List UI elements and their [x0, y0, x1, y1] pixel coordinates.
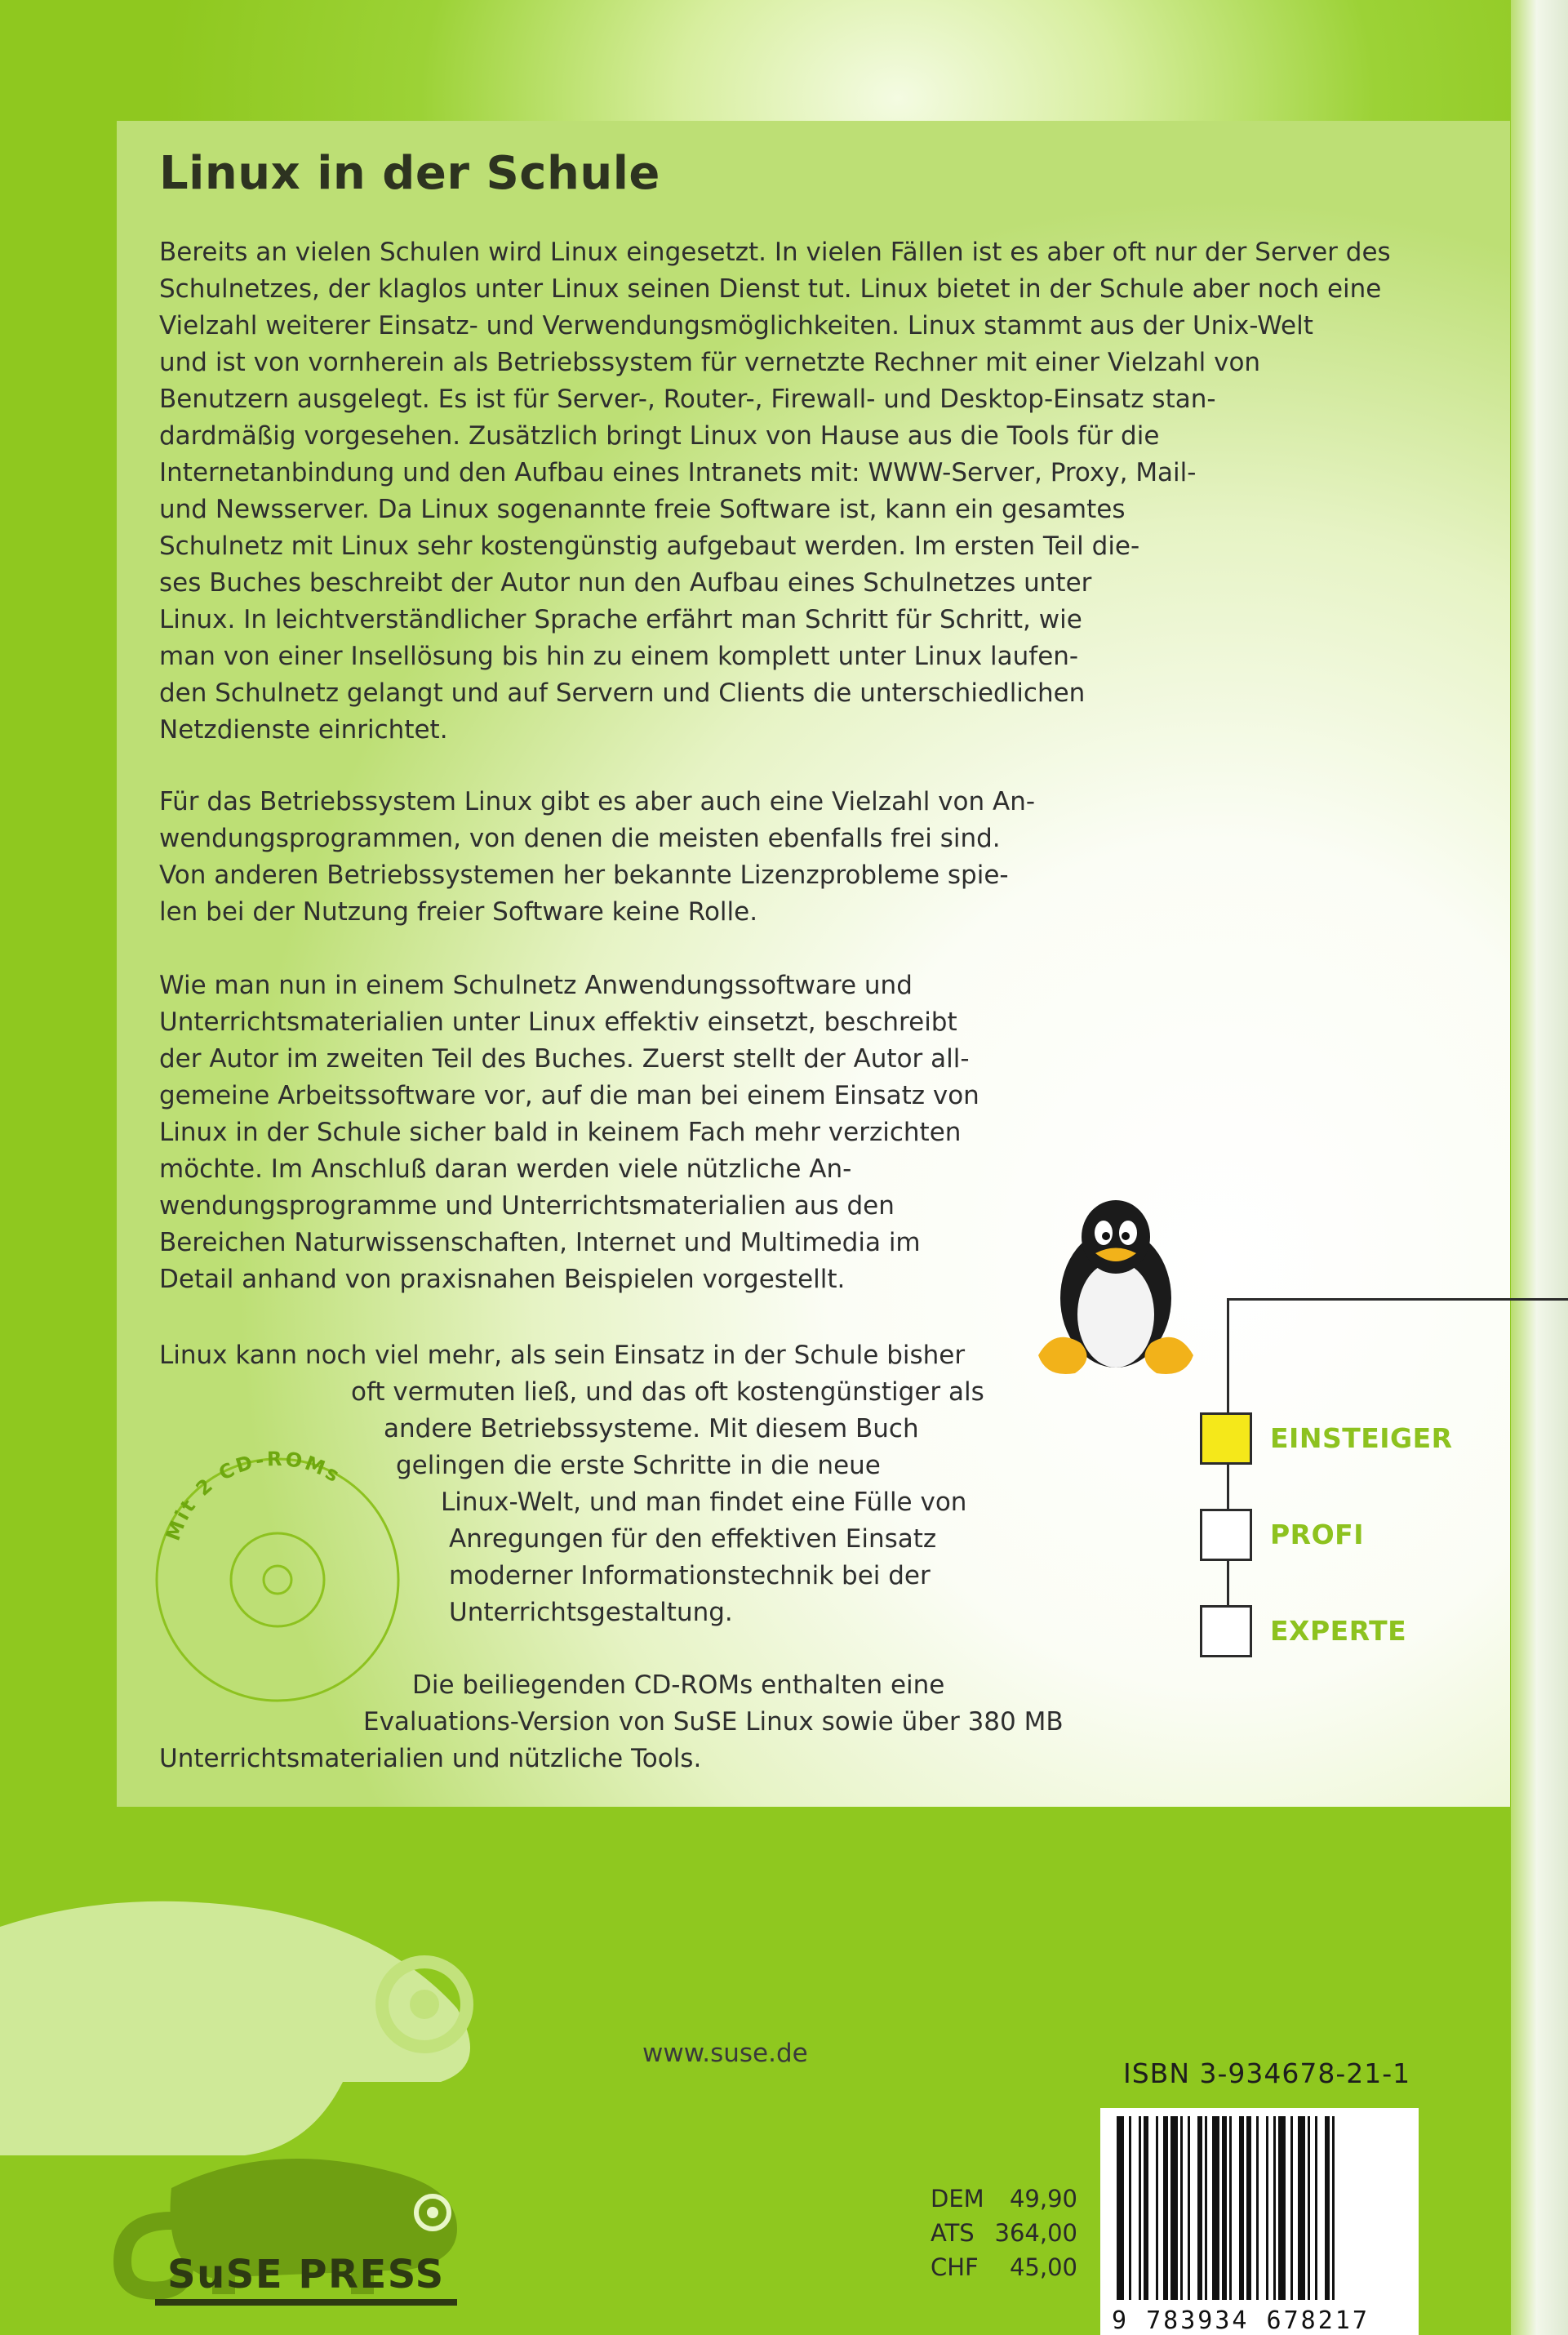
level-experte [1200, 1605, 1568, 1662]
text-line: Netzdienste einrichtet. [159, 715, 448, 745]
text-line: und ist von vornherein als Betriebssystem für vernetzte Rechner mit einer Vielzahl von [159, 348, 1261, 377]
barcode-bar [1273, 2116, 1276, 2300]
text-line: Linux-Welt, und man findet eine Fülle von [441, 1488, 967, 1517]
text-line: len bei der Nutzung freier Software keine Rolle. [159, 897, 758, 927]
barcode-bar [1290, 2116, 1293, 2300]
text-line: dardmäßig vorgesehen. Zusätzlich bringt Linux von Hause aus die Tools für die [159, 421, 1160, 451]
barcode-digits: 9 783934 678217 [1112, 2306, 1370, 2335]
cd-icon [143, 1445, 412, 1715]
text-line: Benutzern ausgelegt. Es ist für Server-, Router-, Firewall- und Desktop-Einsatz stan- [159, 385, 1216, 414]
text-line: Bereits an vielen Schulen wird Linux eingesetzt. In vielen Fällen ist es aber oft nur der Server des [159, 238, 1391, 267]
text-line: Anregungen für den effektiven Einsatz [449, 1524, 937, 1554]
price-currency: CHF [931, 2253, 979, 2281]
cd-rom-illustration [143, 1445, 412, 1715]
barcode-bar [1129, 2116, 1131, 2300]
price-amount: 364,00 [994, 2219, 1077, 2247]
isbn-number: ISBN 3-934678-21-1 [1123, 2057, 1411, 2089]
barcode-bar [1163, 2116, 1168, 2300]
paragraph-applications [159, 784, 1041, 931]
barcode-bar [1298, 2116, 1305, 2300]
barcode-bar [1212, 2116, 1219, 2300]
text-line: Für das Betriebssystem Linux gibt es aber auch eine Vielzahl von An- [159, 787, 1036, 816]
text-line: Internetanbindung und den Aufbau eines Intranets mit: WWW-Server, Proxy, Mail- [159, 458, 1197, 487]
barcode-bar [1239, 2116, 1244, 2300]
barcode-bar [1139, 2116, 1141, 2300]
barcode-bar [1325, 2116, 1330, 2300]
level-label: PROFI [1270, 1519, 1364, 1550]
price-row [931, 2250, 1077, 2284]
barcode-bar [1144, 2116, 1148, 2300]
text-line: Wie man nun in einem Schulnetz Anwendungssoftware und [159, 971, 913, 1000]
level-einsteiger [1200, 1412, 1568, 1470]
barcode [1100, 2108, 1419, 2335]
text-line: Bereichen Naturwissenschaften, Internet und Multimedia im [159, 1228, 921, 1257]
price-amount: 45,00 [1009, 2253, 1077, 2281]
barcode-bar [1117, 2116, 1124, 2300]
level-label: EINSTEIGER [1270, 1422, 1453, 1454]
price-currency: ATS [931, 2219, 975, 2247]
tux-penguin-icon [1030, 1192, 1202, 1380]
text-line: Evaluations-Version von SuSE Linux sowie über 380 MB [363, 1707, 1064, 1737]
text-line: und Newsserver. Da Linux sogenannte freie Software ist, kann ein gesamtes [159, 495, 1126, 524]
website-url: www.suse.de [642, 2039, 808, 2068]
barcode-bar [1170, 2116, 1178, 2300]
text-line: gelingen die erste Schritte in die neue [396, 1451, 881, 1480]
level-profi [1200, 1509, 1568, 1566]
level-checkbox [1200, 1509, 1252, 1561]
text-line: möchte. Im Anschluß daran werden viele nützliche An- [159, 1154, 852, 1184]
text-line: man von einer Insellösung bis hin zu einem komplett unter Linux laufen- [159, 642, 1079, 671]
text-line: Linux. In leichtverständlicher Sprache erfährt man Schritt für Schritt, wie [159, 605, 1082, 634]
text-line: Unterrichtsmaterialien und nützliche Tools. [159, 1744, 702, 1773]
text-line: Schulnetz mit Linux sehr kostengünstig aufgebaut werden. Im ersten Teil die- [159, 531, 1140, 561]
text-line: den Schulnetz gelangt und auf Servern und Clients die unterschiedlichen [159, 678, 1086, 708]
barcode-bar [1197, 2116, 1202, 2300]
text-line: wendungsprogrammen, von denen die meisten ebenfalls frei sind. [159, 824, 1001, 853]
text-line: Linux in der Schule sicher bald in keinem Fach mehr verzichten [159, 1118, 962, 1147]
text-line: Linux kann noch viel mehr, als sein Einsatz in der Schule bisher [159, 1341, 966, 1370]
text-line: der Autor im zweiten Teil des Buches. Zuerst stellt der Autor all- [159, 1044, 970, 1074]
level-connector-line [1228, 1298, 1568, 1301]
price-list [931, 2182, 1077, 2284]
paragraph-intro [159, 234, 1408, 749]
barcode-bar [1332, 2116, 1335, 2300]
text-line: Von anderen Betriebssystemen her bekannte Lizenzprobleme spie- [159, 861, 1009, 890]
text-line: andere Betriebssysteme. Mit diesem Buch [384, 1414, 919, 1443]
level-checkbox [1200, 1605, 1252, 1657]
price-row [931, 2182, 1077, 2216]
text-line: ses Buches beschreibt der Autor nun den Aufbau eines Schulnetzes unter [159, 568, 1092, 598]
price-currency: DEM [931, 2185, 984, 2213]
barcode-bar [1315, 2116, 1317, 2300]
text-line: Vielzahl weiterer Einsatz- und Verwendungsmöglichkeiten. Linux stammt aus der Unix-Welt [159, 311, 1313, 340]
barcode-bar [1188, 2116, 1190, 2300]
barcode-bar [1229, 2116, 1232, 2300]
barcode-bar [1256, 2116, 1259, 2300]
price-amount: 49,90 [1009, 2185, 1077, 2213]
text-line: wendungsprogramme und Unterrichtsmaterialien aus den [159, 1191, 895, 1221]
text-line: oft vermuten ließ, und das oft kostengünstiger als [351, 1377, 984, 1407]
text-line: Schulnetzes, der klaglos unter Linux seinen Dienst tut. Linux bietet in der Schule aber noch eine [159, 274, 1382, 304]
level-connector-vertical [1227, 1298, 1229, 1641]
barcode-bar [1266, 2116, 1268, 2300]
text-line: Unterrichtsmaterialien unter Linux effektiv einsetzt, beschreibt [159, 1007, 957, 1037]
paragraph-second-part [159, 967, 979, 1298]
level-checkbox [1200, 1412, 1252, 1465]
text-line: Unterrichtsgestaltung. [449, 1598, 733, 1627]
text-line: gemeine Arbeitssoftware vor, auf die man bei einem Einsatz von [159, 1081, 979, 1110]
barcode-graphic [1100, 2108, 1419, 2335]
spine-edge [1511, 0, 1568, 2335]
svg-text:Mit 2 CD-ROMs [162, 1448, 345, 1544]
barcode-bar [1180, 2116, 1183, 2300]
barcode-bar [1205, 2116, 1207, 2300]
level-label: EXPERTE [1270, 1615, 1407, 1647]
text-line: moderner Informationstechnik bei der [449, 1561, 931, 1590]
barcode-bar [1156, 2116, 1158, 2300]
cd-label: Mit 2 CD-ROMs [161, 1447, 346, 1544]
book-title: Linux in der Schule [159, 147, 660, 200]
text-line: Die beiliegenden CD-ROMs enthalten eine [412, 1670, 945, 1700]
text-line: Detail anhand von praxisnahen Beispielen vorgestellt. [159, 1265, 846, 1294]
barcode-bar [1278, 2116, 1286, 2300]
barcode-bar [1308, 2116, 1310, 2300]
barcode-bar [1222, 2116, 1227, 2300]
price-row [931, 2216, 1077, 2250]
publisher-logo-text: SuSE PRESS [167, 2252, 445, 2297]
barcode-bar [1246, 2116, 1251, 2300]
